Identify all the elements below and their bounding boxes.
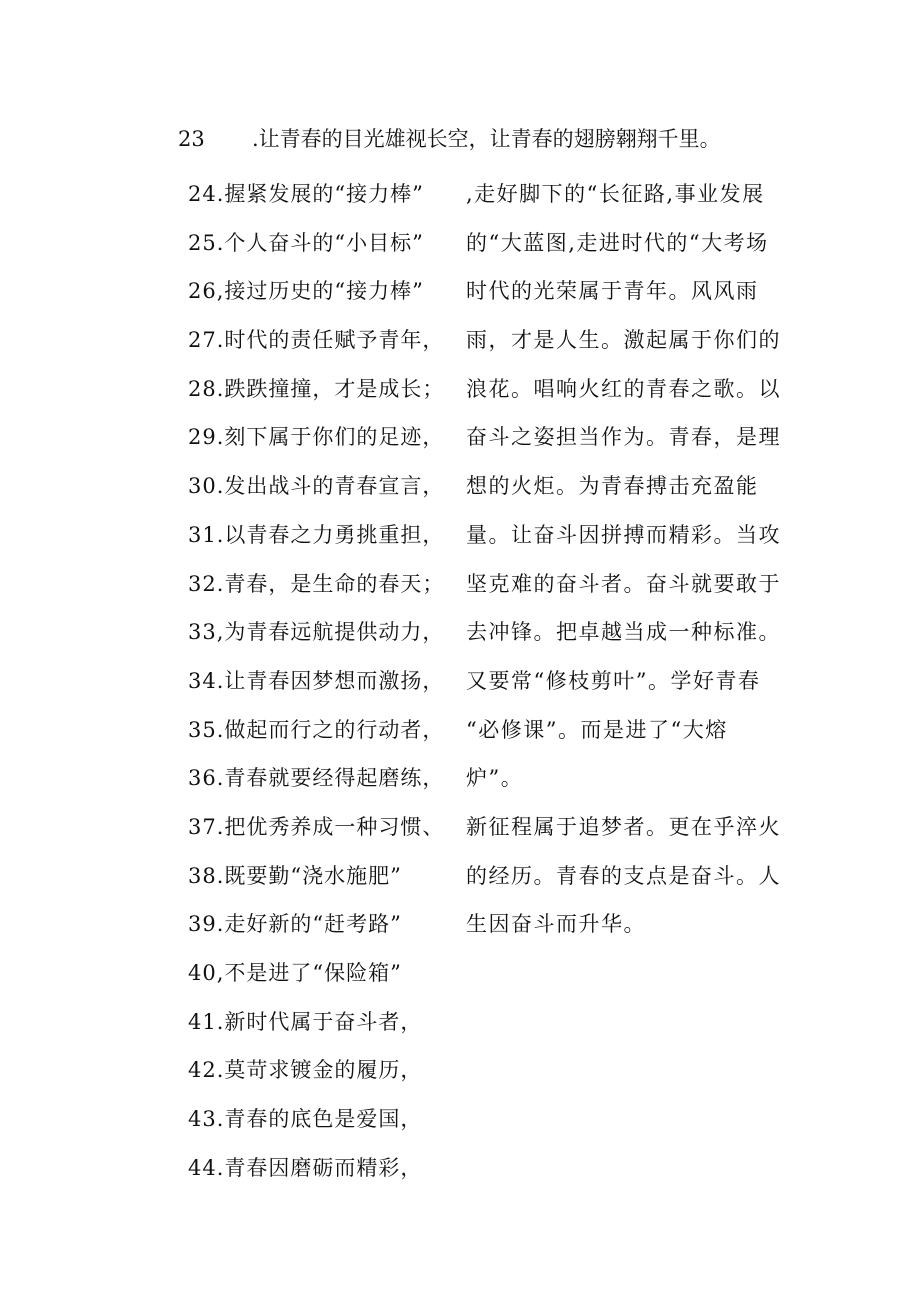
list-item: 31.以青春之力勇挑重担， [188, 522, 445, 547]
text-line: 浪花。唱响火红的青春之歌。以 [466, 376, 781, 401]
text-line: 想的火炬。为青春搏击充盈能 [466, 474, 759, 499]
list-item: 29.刻下属于你们的足迹， [188, 425, 445, 450]
first-line [178, 124, 721, 154]
list-item: 39.走好新的“赶考路” [188, 912, 402, 937]
text-line: “必修课”。而是进了“大熔 [466, 717, 728, 742]
line-number: 23 [178, 127, 205, 151]
text-line: 的“大蓝图,走进时代的“大考场 [466, 230, 769, 255]
right-column [466, 170, 786, 949]
list-item: 41.新时代属于奋斗者， [188, 1009, 423, 1034]
text-line: 的经历。青春的支点是奋斗。人 [466, 863, 781, 888]
list-item: 37.把优秀养成一种习惯、 [188, 814, 445, 839]
text-line: 雨，才是人生。激起属于你们的 [466, 328, 781, 353]
list-item: 28.跌跌撞撞，才是成长； [188, 376, 445, 401]
text-line: 又要常“修枝剪叶”。学好青春 [466, 668, 761, 693]
list-item: 43.青春的底色是爱国， [188, 1107, 423, 1132]
text-line: 去冲锋。把卓越当成一种标准。 [466, 620, 781, 645]
line-text: .让青春的目光雄视长空，让青春的翅膀翱翔千里。 [252, 127, 721, 151]
left-column [188, 170, 463, 1192]
text-line: 新征程属于追梦者。更在乎淬火 [466, 814, 781, 839]
list-item: 35.做起而行之的行动者， [188, 717, 445, 742]
list-item: 27.时代的责任赋予青年， [188, 328, 445, 353]
list-item: 44.青春因磨砺而精彩， [188, 1155, 423, 1180]
list-item: 34.让青春因梦想而激扬， [188, 668, 445, 693]
list-item: 38.既要勤“浇水施肥” [188, 863, 402, 888]
list-item: 42.莫苛求镀金的履历， [188, 1058, 423, 1083]
list-item: 33,为青春远航提供动力， [188, 620, 445, 645]
list-item: 24.握紧发展的“接力棒” [188, 182, 424, 206]
text-line: 坚克难的奋斗者。奋斗就要敢于 [466, 571, 781, 596]
list-item: 40,不是进了“保险箱” [188, 961, 402, 985]
text-line: 生因奋斗而升华。 [466, 912, 646, 937]
text-line: 奋斗之姿担当作为。青春，是理 [466, 425, 781, 450]
text-line: ,走好脚下的“长征路,事业发展 [466, 182, 765, 206]
list-item: 26,接过历史的“接力棒” [188, 279, 424, 304]
text-line: 时代的光荣属于青年。风风雨 [466, 279, 759, 304]
text-line: 炉”。 [466, 766, 524, 791]
text-line: 量。让奋斗因拼搏而精彩。当攻 [466, 522, 781, 547]
list-item: 25.个人奋斗的“小目标” [188, 230, 424, 255]
list-item: 32.青春，是生命的春天； [188, 571, 445, 596]
list-item: 36.青春就要经得起磨练， [188, 766, 445, 791]
list-item: 30.发出战斗的青春宣言， [188, 474, 445, 499]
